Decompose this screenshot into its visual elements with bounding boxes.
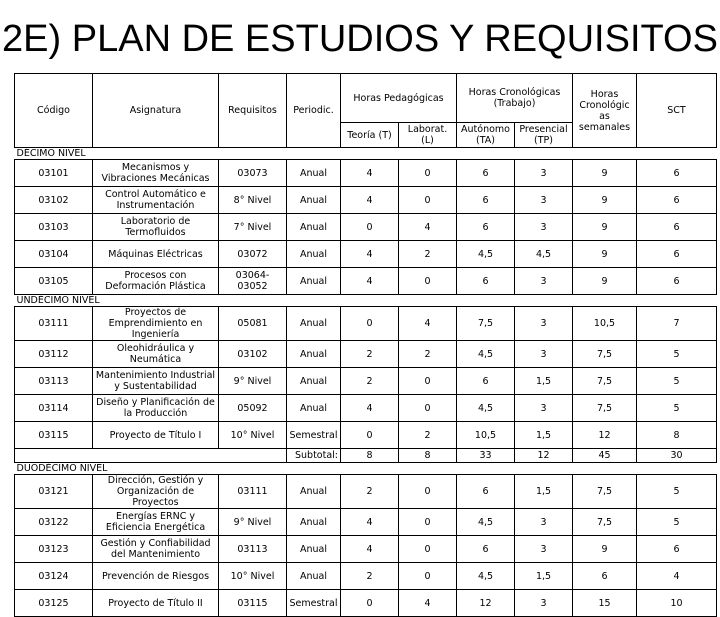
cell-ta: 6 [457,214,515,241]
cell-t: 4 [341,241,399,268]
cell-periodic: Semestral [287,422,341,449]
cell-sct: 6 [637,214,717,241]
cell-tp: 1,5 [515,422,573,449]
cell-requisitos: 03073 [219,160,287,187]
cell-tp: 3 [515,590,573,617]
cell-ta: 6 [457,368,515,395]
cell-sct: 5 [637,475,717,509]
cell-ta: 4,5 [457,241,515,268]
cell-requisitos: 03064-03052 [219,268,287,295]
level-name: DÉCIMO NIVEL [15,148,717,160]
cell-ta: 4,5 [457,563,515,590]
cell-periodic: Anual [287,187,341,214]
cell-t: 4 [341,536,399,563]
cell-sem: 7,5 [573,395,637,422]
cell-tp: 3 [515,341,573,368]
table-row [15,475,717,509]
cell-asignatura: Control Automático e Instrumentación [93,187,219,214]
cell-requisitos: 9° Nivel [219,368,287,395]
table-row [15,590,717,617]
cell-requisitos: 7° Nivel [219,214,287,241]
cell-t: 0 [341,422,399,449]
cell-tp: 3 [515,214,573,241]
cell-sct: 5 [637,509,717,536]
cell-sem: 7,5 [573,509,637,536]
subtotal-sem: 45 [573,449,637,463]
cell-sem: 9 [573,536,637,563]
cell-periodic: Anual [287,395,341,422]
cell-requisitos: 03115 [219,590,287,617]
cell-t: 2 [341,475,399,509]
cell-requisitos: 05092 [219,395,287,422]
cell-asignatura: Procesos con Deformación Plástica [93,268,219,295]
cell-requisitos: 9° Nivel [219,509,287,536]
cell-t: 0 [341,214,399,241]
cell-tp: 3 [515,268,573,295]
subtotal-t: 8 [341,449,399,463]
subtotal-sct: 30 [637,449,717,463]
cell-l: 2 [399,422,457,449]
table-row [15,563,717,590]
header-periodic: Periodic. [287,74,341,148]
header-codigo: Código [15,74,93,148]
page-title: 2E) PLAN DE ESTUDIOS Y REQUISITOS [2,18,718,60]
cell-l: 0 [399,160,457,187]
cell-t: 4 [341,509,399,536]
subtotal-label: Subtotal: [287,449,341,463]
cell-tp: 1,5 [515,368,573,395]
table-row [15,341,717,368]
cell-sem: 10,5 [573,307,637,341]
study-plan-table [14,73,717,617]
cell-codigo: 03122 [15,509,93,536]
cell-sct: 6 [637,160,717,187]
cell-codigo: 03114 [15,395,93,422]
cell-requisitos: 10° Nivel [219,422,287,449]
cell-codigo: 03105 [15,268,93,295]
cell-tp: 3 [515,536,573,563]
level-name: UNDÉCIMO NIVEL [15,295,717,307]
table-row [15,368,717,395]
cell-sem: 9 [573,241,637,268]
cell-ta: 4,5 [457,509,515,536]
cell-requisitos: 03072 [219,241,287,268]
cell-tp: 3 [515,187,573,214]
cell-sct: 4 [637,563,717,590]
cell-codigo: 03124 [15,563,93,590]
cell-codigo: 03101 [15,160,93,187]
cell-codigo: 03112 [15,341,93,368]
header-horas-semanales: Horas Cronológic as semanales [573,74,637,148]
cell-tp: 1,5 [515,475,573,509]
table-row [15,187,717,214]
cell-periodic: Semestral [287,590,341,617]
cell-sct: 6 [637,241,717,268]
subtotal-tp: 12 [515,449,573,463]
header-horas-pedagogicas: Horas Pedagógicas [341,74,457,123]
header-requisitos: Requisitos [219,74,287,148]
table-row [15,160,717,187]
cell-asignatura: Energías ERNC y Eficiencia Energética [93,509,219,536]
cell-ta: 10,5 [457,422,515,449]
cell-l: 4 [399,214,457,241]
cell-codigo: 03113 [15,368,93,395]
cell-t: 4 [341,160,399,187]
header-autonomo: Autónomo (TA) [457,123,515,148]
cell-sem: 9 [573,160,637,187]
cell-l: 0 [399,475,457,509]
cell-sct: 6 [637,268,717,295]
cell-sem: 9 [573,187,637,214]
cell-tp: 3 [515,307,573,341]
table-row [15,395,717,422]
cell-sct: 6 [637,187,717,214]
cell-ta: 6 [457,536,515,563]
cell-tp: 3 [515,160,573,187]
subtotal-row [15,449,717,463]
cell-ta: 4,5 [457,341,515,368]
cell-sem: 6 [573,563,637,590]
cell-sct: 8 [637,422,717,449]
header-asignatura: Asignatura [93,74,219,148]
cell-t: 4 [341,395,399,422]
cell-sem: 7,5 [573,475,637,509]
cell-l: 0 [399,563,457,590]
cell-ta: 6 [457,475,515,509]
cell-ta: 6 [457,160,515,187]
cell-asignatura: Proyecto de Título I [93,422,219,449]
cell-periodic: Anual [287,536,341,563]
cell-sem: 12 [573,422,637,449]
cell-l: 4 [399,590,457,617]
cell-tp: 1,5 [515,563,573,590]
cell-requisitos: 03111 [219,475,287,509]
cell-periodic: Anual [287,160,341,187]
cell-asignatura: Mantenimiento Industrial y Sustentabilidad [93,368,219,395]
cell-sct: 10 [637,590,717,617]
cell-periodic: Anual [287,563,341,590]
cell-l: 4 [399,307,457,341]
header-teoria: Teoría (T) [341,123,399,148]
cell-sem: 7,5 [573,341,637,368]
header-presencial: Presencial (TP) [515,123,573,148]
cell-periodic: Anual [287,214,341,241]
level-name: DUODÉCIMO NIVEL [15,463,717,475]
level-header [15,148,717,160]
cell-requisitos: 8° Nivel [219,187,287,214]
cell-l: 0 [399,368,457,395]
plan-body [15,148,717,617]
cell-periodic: Anual [287,475,341,509]
cell-asignatura: Mecanismos y Vibraciones Mecánicas [93,160,219,187]
cell-codigo: 03125 [15,590,93,617]
cell-sct: 5 [637,368,717,395]
cell-sem: 9 [573,214,637,241]
cell-codigo: 03123 [15,536,93,563]
cell-requisitos: 03102 [219,341,287,368]
cell-ta: 6 [457,268,515,295]
cell-l: 0 [399,395,457,422]
cell-l: 2 [399,341,457,368]
table-row [15,422,717,449]
cell-l: 0 [399,536,457,563]
cell-sem: 9 [573,268,637,295]
header-sct: SCT [637,74,717,148]
level-header [15,463,717,475]
cell-t: 0 [341,590,399,617]
cell-sem: 15 [573,590,637,617]
cell-periodic: Anual [287,341,341,368]
cell-periodic: Anual [287,307,341,341]
cell-periodic: Anual [287,509,341,536]
cell-t: 2 [341,368,399,395]
cell-periodic: Anual [287,268,341,295]
cell-t: 2 [341,341,399,368]
cell-sct: 6 [637,536,717,563]
cell-periodic: Anual [287,368,341,395]
cell-l: 0 [399,268,457,295]
cell-requisitos: 05081 [219,307,287,341]
cell-codigo: 03111 [15,307,93,341]
cell-asignatura: Dirección, Gestión y Organización de Proyectos [93,475,219,509]
table-row [15,307,717,341]
cell-asignatura: Gestión y Confiabilidad del Mantenimiento [93,536,219,563]
cell-sct: 5 [637,341,717,368]
subtotal-blank [15,449,287,463]
cell-sct: 5 [637,395,717,422]
cell-l: 2 [399,241,457,268]
cell-ta: 12 [457,590,515,617]
cell-tp: 3 [515,395,573,422]
cell-codigo: 03121 [15,475,93,509]
cell-t: 4 [341,268,399,295]
cell-codigo: 03104 [15,241,93,268]
cell-t: 4 [341,187,399,214]
subtotal-ta: 33 [457,449,515,463]
header-laborat: Laborat. (L) [399,123,457,148]
cell-codigo: 03102 [15,187,93,214]
cell-tp: 4,5 [515,241,573,268]
level-header [15,295,717,307]
cell-l: 0 [399,187,457,214]
cell-asignatura: Diseño y Planificación de la Producción [93,395,219,422]
cell-asignatura: Máquinas Eléctricas [93,241,219,268]
cell-asignatura: Oleohidráulica y Neumática [93,341,219,368]
cell-sct: 7 [637,307,717,341]
table-row [15,214,717,241]
cell-l: 0 [399,509,457,536]
cell-ta: 7,5 [457,307,515,341]
cell-asignatura: Laboratorio de Termofluidos [93,214,219,241]
cell-asignatura: Proyecto de Título II [93,590,219,617]
header-horas-cronologicas-trabajo: Horas Cronológicas (Trabajo) [457,74,573,123]
cell-periodic: Anual [287,241,341,268]
table-row [15,268,717,295]
table-row [15,509,717,536]
cell-codigo: 03115 [15,422,93,449]
cell-asignatura: Prevención de Riesgos [93,563,219,590]
cell-t: 2 [341,563,399,590]
subtotal-l: 8 [399,449,457,463]
cell-t: 0 [341,307,399,341]
cell-sem: 7,5 [573,368,637,395]
cell-asignatura: Proyectos de Emprendimiento en Ingeniería [93,307,219,341]
cell-ta: 6 [457,187,515,214]
cell-codigo: 03103 [15,214,93,241]
cell-requisitos: 10° Nivel [219,563,287,590]
cell-requisitos: 03113 [219,536,287,563]
table-row [15,241,717,268]
cell-ta: 4,5 [457,395,515,422]
cell-tp: 3 [515,509,573,536]
